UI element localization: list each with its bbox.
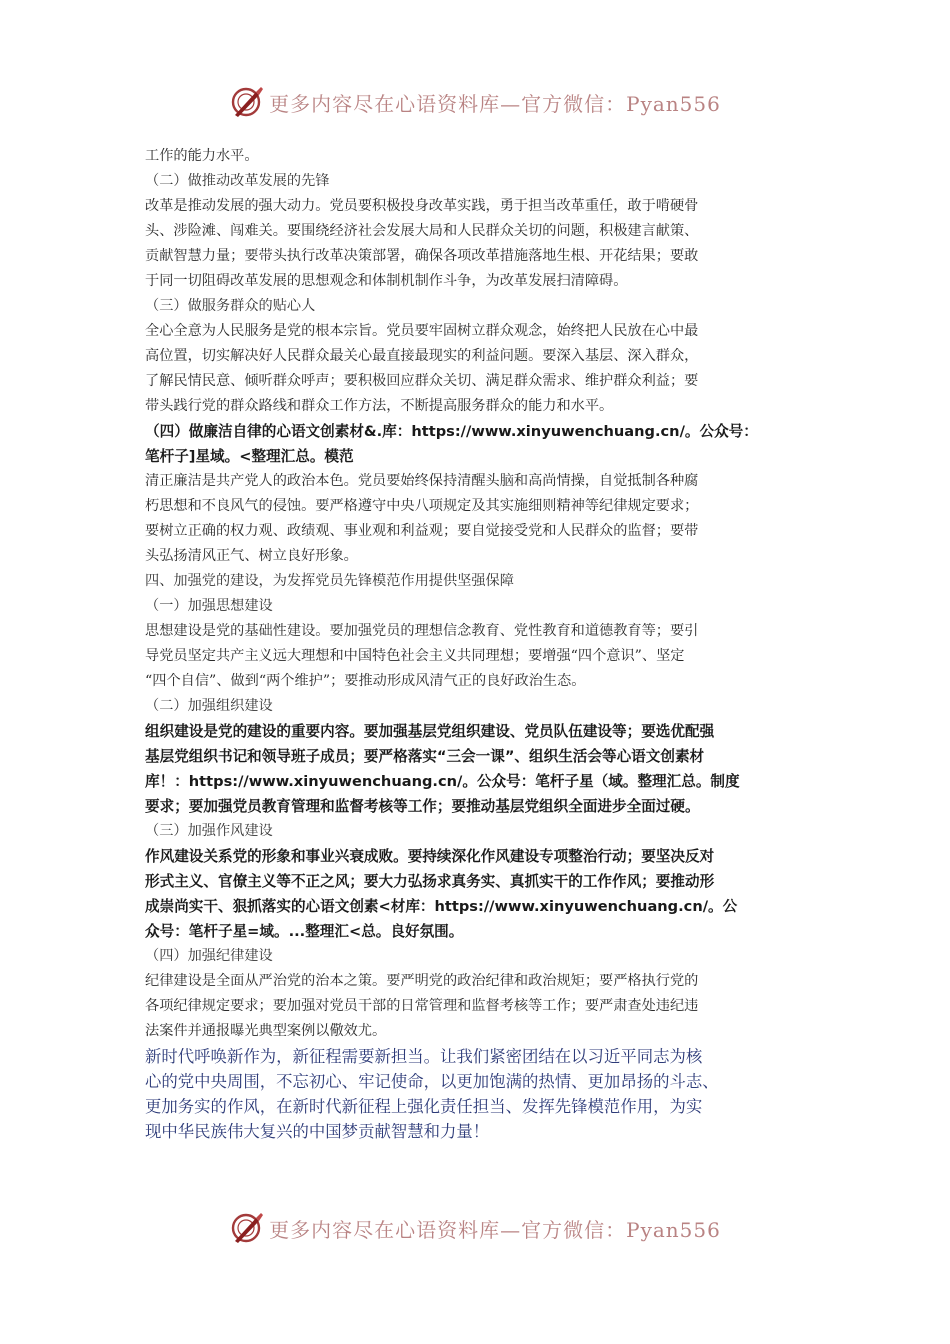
- text-line: “四个自信”、做到“两个维护”；要推动形成风清气正的良好政治生态。: [145, 673, 586, 689]
- text-line: 法案件并通报曝光典型案例以儆效尤。: [145, 1023, 387, 1039]
- closing-text-line: 现中华民族伟大复兴的中国梦贡献智慧和力量！: [145, 1122, 490, 1141]
- text-line: 改革是推动发展的强大动力。党员要积极投身改革实践，勇于担当改革重任，敢于啃硬骨: [145, 198, 699, 214]
- text-line: 导党员坚定共产主义远大理想和中国特色社会主义共同理想；要增强“四个意识”、坚定: [145, 648, 685, 664]
- bold-text-line: 笔杆子]星域。<整理汇总。模范: [145, 448, 354, 465]
- bold-paragraph: [145, 419, 825, 469]
- paragraph: [145, 144, 825, 169]
- closing-text-line: 更加务实的作风，在新时代新征程上强化责任担当、发挥先锋模范作用，为实: [145, 1097, 703, 1116]
- footer-watermark: [0, 1208, 950, 1248]
- bold-text-line: 成崇尚实干、狠抓落实的心语文创素<材库：https://www.xinyuwenchuang.cn/。公: [145, 898, 738, 915]
- watermark-text: 更多内容尽在心语资料库—官方微信：Pyan556: [269, 1217, 721, 1242]
- heading-line: （一）加强思想建设: [145, 598, 273, 614]
- heading-line: （三）加强作风建设: [145, 823, 273, 839]
- bold-text-line: 基层党组织书记和领导班子成员；要严格落实“三会一课”、组织生活会等心语文创素材: [145, 748, 705, 765]
- text-line: 朽思想和不良风气的侵蚀。要严格遵守中央八项规定及其实施细则精神等纪律规定要求；: [145, 498, 699, 514]
- closing-text-line: 心的党中央周围，不忘初心、牢记使命，以更加饱满的热情、更加昂扬的斗志、: [145, 1072, 719, 1091]
- paragraph: [145, 619, 825, 694]
- section-heading: [145, 944, 825, 969]
- text-line: 贡献智慧力量；要带头执行改革决策部署，确保各项改革措施落地生根、开花结果；要敢: [145, 248, 699, 264]
- bold-text-line: （四）做廉洁自律的心语文创素材&.库：https://www.xinyuwenchuang.cn/。公众号：: [145, 423, 758, 440]
- text-line: 高位置，切实解决好人民群众最关心最直接最现实的利益问题。要深入基层、深入群众，: [145, 348, 699, 364]
- text-line: 头、涉险滩、闯难关。要围绕经济社会发展大局和人民群众关切的问题，积极建言献策、: [145, 223, 699, 239]
- closing-text-line: 新时代呼唤新作为，新征程需要新担当。让我们紧密团结在以习近平同志为核: [145, 1047, 703, 1066]
- text-line: 了解民情民意、倾听群众呼声；要积极回应群众关切、满足群众需求、维护群众利益；要: [145, 373, 699, 389]
- section-heading: [145, 569, 825, 594]
- closing-paragraph: [145, 1044, 825, 1144]
- bold-text-line: 众号：笔杆子星=域。...整理汇<总。良好氛围。: [145, 923, 464, 940]
- text-line: 头弘扬清风正气、树立良好形象。: [145, 548, 358, 564]
- watermark-text: 更多内容尽在心语资料库—官方微信：Pyan556: [269, 91, 721, 116]
- pen-circle-logo-icon: [229, 84, 265, 120]
- section-heading: [145, 694, 825, 719]
- text-line: 思想建设是党的基础性建设。要加强党员的理想信念教育、党性教育和道德教育等；要引: [145, 623, 699, 639]
- heading-line: （四）加强纪律建设: [145, 948, 273, 964]
- bold-text-line: 作风建设关系党的形象和事业兴衰成败。要持续深化作风建设专项整治行动；要坚决反对: [145, 848, 715, 865]
- section-heading: [145, 294, 825, 319]
- text-line: 工作的能力水平。: [145, 148, 259, 164]
- text-line: 要树立正确的权力观、政绩观、事业观和利益观；要自觉接受党和人民群众的监督；要带: [145, 523, 699, 539]
- bold-text-line: 库！：https://www.xinyuwenchuang.cn/。公众号：笔杆子星（域。整理汇总。制度: [145, 773, 740, 790]
- text-line: 带头践行党的群众路线和群众工作方法，不断提高服务群众的能力和水平。: [145, 398, 614, 414]
- text-line: 清正廉洁是共产党人的政治本色。党员要始终保持清醒头脑和高尚情操，自觉抵制各种腐: [145, 473, 699, 489]
- paragraph: [145, 319, 825, 419]
- bold-text-line: 形式主义、官僚主义等不正之风；要大力弘扬求真务实、真抓实干的工作作风；要推动形: [145, 873, 715, 890]
- pen-circle-logo-icon: [229, 1210, 265, 1246]
- bold-text-line: 组织建设是党的建设的重要内容。要加强基层党组织建设、党员队伍建设等；要选优配强: [145, 723, 715, 740]
- paragraph: [145, 194, 825, 294]
- text-line: 纪律建设是全面从严治党的治本之策。要严明党的政治纪律和政治规矩；要严格执行党的: [145, 973, 699, 989]
- text-line: 全心全意为人民服务是党的根本宗旨。党员要牢固树立群众观念，始终把人民放在心中最: [145, 323, 699, 339]
- section-heading: [145, 594, 825, 619]
- text-line: 于同一切阻碍改革发展的思想观念和体制机制作斗争，为改革发展扫清障碍。: [145, 273, 628, 289]
- heading-line: （三）做服务群众的贴心人: [145, 298, 316, 314]
- paragraph: [145, 469, 825, 569]
- document-body: [145, 144, 825, 1144]
- section-heading: [145, 819, 825, 844]
- section-heading: [145, 169, 825, 194]
- paragraph: [145, 969, 825, 1044]
- heading-line: 四、加强党的建设，为发挥党员先锋模范作用提供坚强保障: [145, 573, 514, 589]
- heading-line: （二）做推动改革发展的先锋: [145, 173, 330, 189]
- heading-line: （二）加强组织建设: [145, 698, 273, 714]
- bold-text-line: 要求；要加强党员教育管理和监督考核等工作；要推动基层党组织全面进步全面过硬。: [145, 798, 700, 815]
- bold-paragraph: [145, 844, 825, 944]
- bold-paragraph: [145, 719, 825, 819]
- text-line: 各项纪律规定要求；要加强对党员干部的日常管理和监督考核等工作；要严肃查处违纪违: [145, 998, 699, 1014]
- header-watermark: [0, 82, 950, 122]
